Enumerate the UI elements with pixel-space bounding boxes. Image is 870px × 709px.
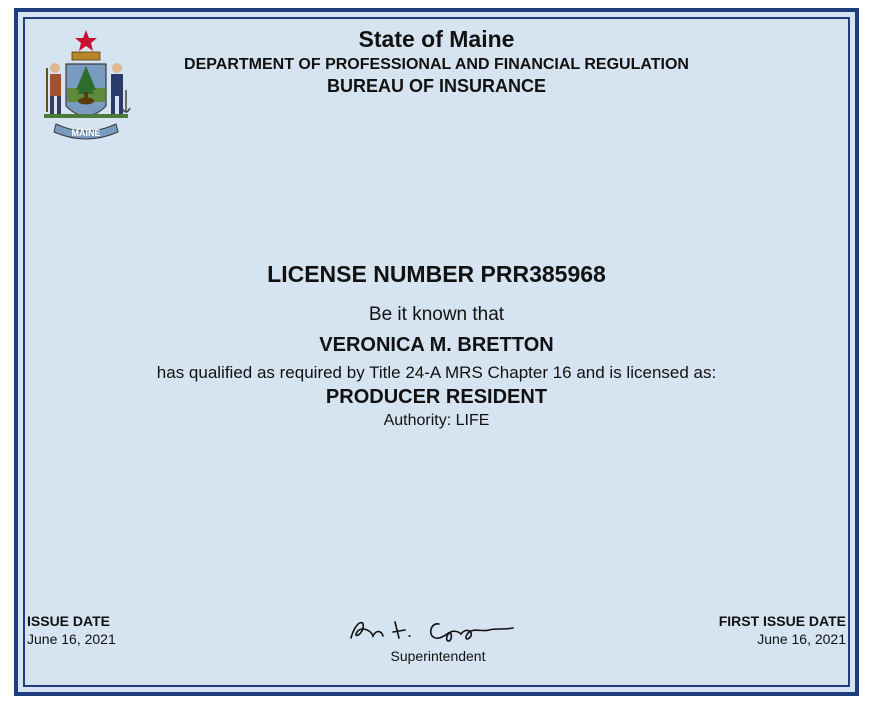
bureau-title: BUREAU OF INSURANCE — [326, 76, 546, 96]
license-type: PRODUCER RESIDENT — [325, 386, 548, 408]
first-issue-date-label: FIRST ISSUE DATE — [718, 613, 846, 629]
signature-title: Superintendent — [390, 648, 486, 664]
superintendent-signature — [343, 608, 533, 646]
issue-date: June 16, 2021 — [27, 631, 116, 647]
intro-text: Be it known that — [368, 304, 505, 325]
seal-banner-text: MAINE — [71, 128, 101, 138]
holder-name: VERONICA M. BRETTON — [319, 334, 554, 356]
issue-date-label: ISSUE DATE — [27, 613, 110, 629]
certificate-frame — [14, 8, 859, 696]
first-issue-date: June 16, 2021 — [757, 631, 846, 647]
qualification-text: has qualified as required by Title 24-A MRS Chapter 16 and is licensed as: — [156, 363, 717, 382]
state-title: State of Maine — [358, 26, 515, 52]
authority-text: Authority: LIFE — [383, 412, 490, 429]
department-title: DEPARTMENT OF PROFESSIONAL AND FINANCIAL REGULATION — [184, 56, 689, 73]
license-number: LICENSE NUMBER PRR385968 — [267, 261, 606, 287]
